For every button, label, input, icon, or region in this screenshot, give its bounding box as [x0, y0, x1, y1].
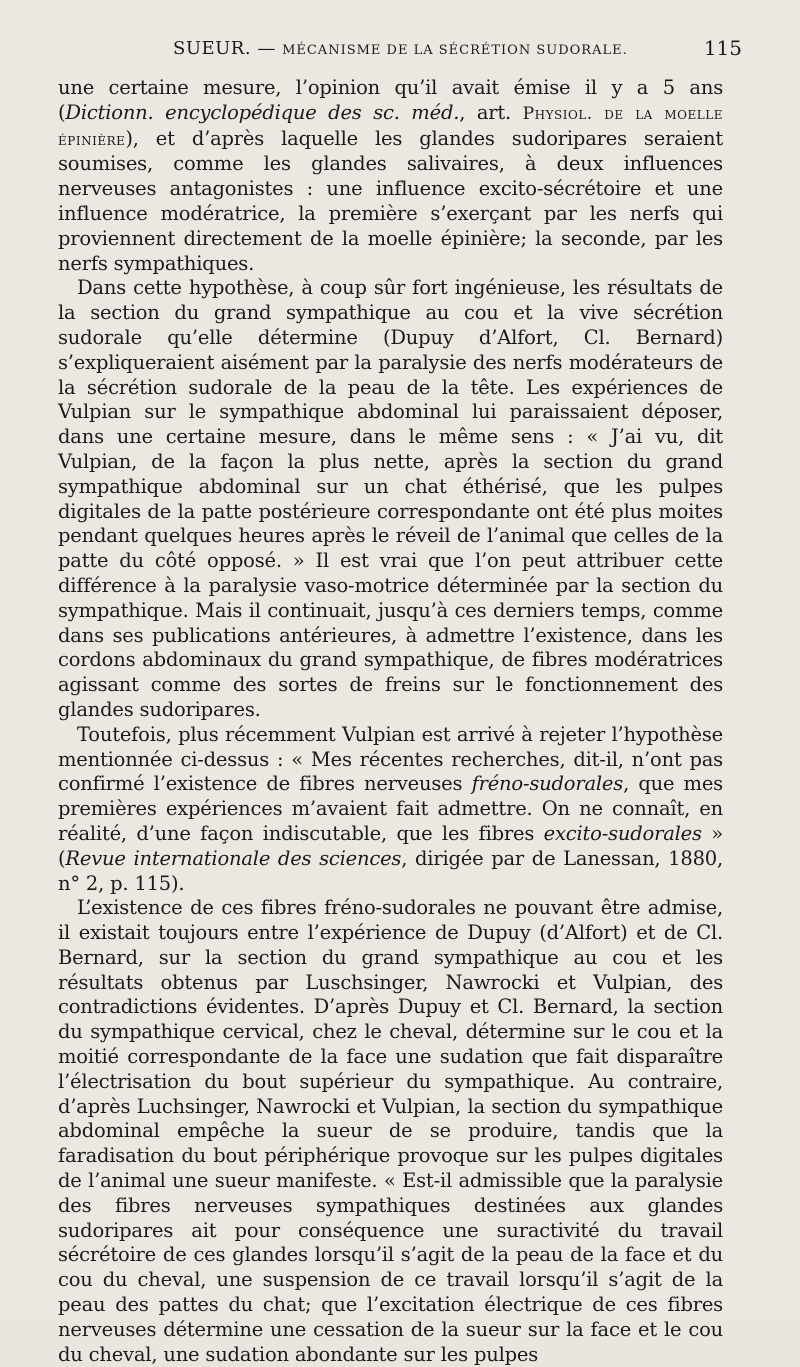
- running-title: [173, 38, 628, 59]
- paragraph-1-text-c: ), et d’après laquelle les glandes sudoripares seraient soumises, comme les glandes salivaires, à deux influences nerveuses antagonistes : une influence excito-sécrétoire et une influence modératrice, la première s’exerçant par les nerfs qui proviennent directement de la moelle épinière; la seconde, par les nerfs sympathiques.: [58, 126, 723, 275]
- body-text: [58, 76, 723, 1367]
- page-number: 115: [703, 36, 742, 60]
- term-freno-sudorales: fréno-sudorales: [471, 772, 624, 796]
- paragraph-1: [58, 76, 723, 276]
- paragraph-3-text-b: , que mes premières expériences m’avaient fait admettre. On ne connaît, en réalité, d’une façon indiscutable, que les fibres: [58, 772, 723, 845]
- header-section-title: MÉCANISME DE LA SÉCRÉTION SUDORALE.: [282, 43, 628, 58]
- paragraph-3: [58, 723, 723, 897]
- header-author: SUEUR.: [173, 38, 252, 59]
- paragraph-1-text-b: , art.: [459, 100, 523, 124]
- paragraph-2: Dans cette hypothèse, à coup sûr fort ingénieuse, les résultats de la section du grand sympathique au cou et la vive sécrétion sudorale qu’elle détermine (Dupuy d’Alfort, Cl. Bernard) s’expliqueraient aisément par la paralysie des nerfs modérateurs de la sécrétion sudorale de la peau de la tête. Les expériences de Vulpian sur le sympathique abdominal lui paraissaient déposer, dans une certaine mesure, dans le même sens : « J’ai vu, dit Vulpian, de la façon la plus nette, après la section du grand sympathique abdominal sur un chat éthérisé, que les pulpes digitales de la patte postérieure correspondante ont été plus moites pendant quelques heures après le réveil de l’animal que celles de la patte du côté opposé. » Il est vrai que l’on peut attribuer cette différence à la paralysie vaso-motrice déterminée par la section du sympathique. Mais il continuait, jusqu’à ces derniers temps, comme dans ses publications antérieures, à admettre l’existence, dans les cordons abdominaux du grand sympathique, de fibres modératrices agissant comme des sortes de freins sur le fonctionnement des glandes sudoripares.: [58, 276, 723, 721]
- paragraph-3-text-d: , dirigée par de Lanessan, 1880, n° 2, p. 115).: [58, 846, 724, 895]
- paragraph-1-text-a: une certaine mesure, l’opinion qu’il avait émise il y a 5 ans (: [58, 76, 723, 124]
- paragraph-3-text-a: Toutefois, plus récemment Vulpian est arrivé à rejeter l’hypothèse mentionnée ci-dessus : « Mes récentes recherches, dit-il, n’ont pas confirmé l’existence de fibres nerveuses: [58, 722, 723, 796]
- term-excito-sudorales: excito-sudorales: [543, 821, 702, 845]
- citation-revue: Revue internationale des sciences: [65, 846, 402, 870]
- citation-dictionnaire: Dictionn. encyclopédique des sc. méd.: [65, 100, 460, 124]
- running-header: [58, 34, 742, 64]
- citation-article: Physiol. de la moelle épinière: [58, 103, 723, 150]
- paragraph-4: L’existence de ces fibres fréno-sudorales ne pouvant être admise, il existait toujours entre l’expérience de Dupuy (d’Alfort) et de Cl. Bernard, sur la section du grand sympathique au cou et les résultats obtenus par Luschsinger, Nawrocki et Vulpian, des contradictions évidentes. D’après Dupuy et Cl. Bernard, la section du sympathique cervical, chez le cheval, détermine sur le cou et la moitié correspondante de la face une sudation que fait disparaître l’électrisation du bout supérieur du sympathique. Au contraire, d’après Luchsinger, Nawrocki et Vulpian, la section du sympathique abdominal empêche la sueur de se produire, tandis que la faradisation du bout périphérique provoque sur les pulpes digitales de l’animal une sueur manifeste. « Est-il admissible que la paralysie des fibres nerveuses sympathiques destinées aux glandes sudoripares ait pour conséquence une suractivité du travail sécrétoire de ces glandes lorsqu’il s’agit de la peau de la face et du cou du cheval, une suspension de ce travail lorsqu’il s’agit de la peau des pattes du chat; que l’excitation électrique de ces fibres nerveuses détermine une cessation de la sueur sur la face et le cou du cheval, une sudation abondante sur les pulpes: [58, 896, 723, 1366]
- header-dash: —: [257, 38, 276, 59]
- paragraph-3-text-c: » (: [58, 821, 723, 870]
